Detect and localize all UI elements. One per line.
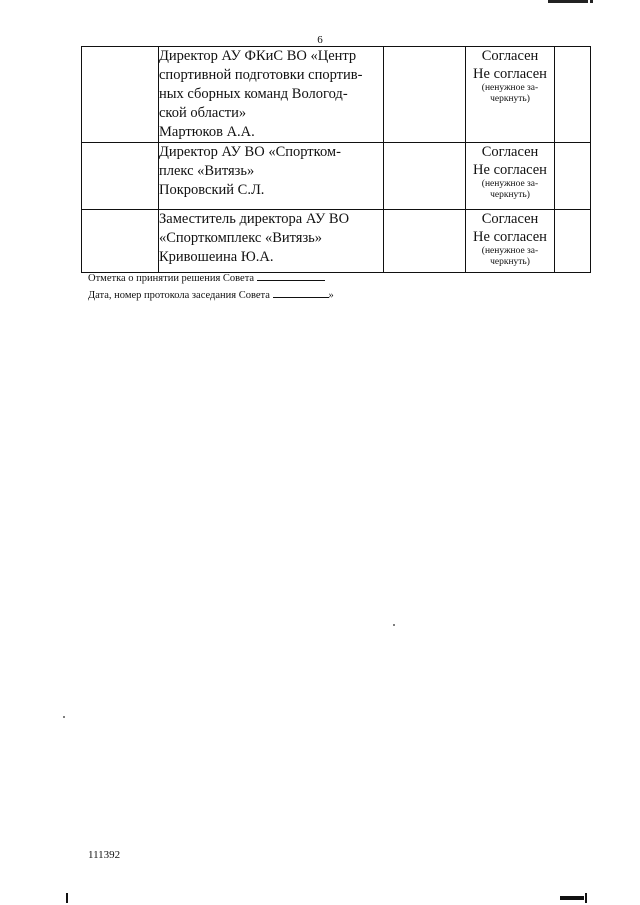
empty-cell xyxy=(555,210,591,273)
scan-mark xyxy=(66,893,68,903)
empty-cell xyxy=(82,143,159,210)
agree-option: Согласен xyxy=(481,144,539,160)
member-line: ных сборных команд Вологод- xyxy=(159,86,348,102)
decision-cell xyxy=(466,143,555,210)
protocol-line xyxy=(88,287,334,301)
member-name: Мартюков А.А. xyxy=(159,124,255,140)
protocol-blank xyxy=(273,287,329,298)
strike-note: (ненужное за- xyxy=(481,83,539,93)
member-line: «Спорткомплекс «Витязь» xyxy=(159,230,323,246)
member-line: Директор АУ ВО «Спортком- xyxy=(159,144,341,160)
disagree-option: Не согласен xyxy=(473,66,547,82)
scan-mark xyxy=(548,0,588,3)
table-row xyxy=(82,143,591,210)
member-line: ской области» xyxy=(159,105,247,121)
table-row xyxy=(82,210,591,273)
table-row xyxy=(82,47,591,143)
voting-table xyxy=(81,46,591,273)
member-cell xyxy=(159,47,384,143)
member-name: Кривошеина Ю.А. xyxy=(159,249,274,265)
barcode-mark xyxy=(560,896,584,900)
member-line: Директор АУ ФКиС ВО «Центр xyxy=(159,48,357,64)
agree-option: Согласен xyxy=(481,211,539,227)
disagree-option: Не согласен xyxy=(473,229,547,245)
scan-mark xyxy=(585,893,587,903)
decision-mark-line xyxy=(88,270,325,284)
protocol-close-quote: » xyxy=(328,290,334,301)
member-line: спортивной подготовки спортив- xyxy=(159,67,363,83)
decision-mark-label: Отметка о принятии решения Совета xyxy=(88,273,255,284)
member-cell xyxy=(159,210,384,273)
empty-cell xyxy=(82,210,159,273)
empty-cell xyxy=(555,47,591,143)
member-line: Заместитель директора АУ ВО xyxy=(159,211,350,227)
member-name: Покровский С.Л. xyxy=(159,182,265,198)
strike-note: черкнуть) xyxy=(490,94,530,104)
agree-option: Согласен xyxy=(481,48,539,64)
scan-mark xyxy=(590,0,593,3)
disagree-option: Не согласен xyxy=(473,162,547,178)
scan-speck xyxy=(63,716,65,718)
empty-cell xyxy=(82,47,159,143)
page-number: 6 xyxy=(317,34,323,46)
empty-cell xyxy=(555,143,591,210)
protocol-label: Дата, номер протокола заседания Совета xyxy=(88,290,270,301)
empty-cell xyxy=(384,143,466,210)
scan-speck xyxy=(393,624,395,626)
member-line: плекс «Витязь» xyxy=(159,163,255,179)
document-code: 111392 xyxy=(88,849,121,861)
strike-note: черкнуть) xyxy=(490,257,530,267)
decision-cell xyxy=(466,47,555,143)
decision-mark-blank xyxy=(257,270,325,281)
empty-cell xyxy=(384,210,466,273)
strike-note: (ненужное за- xyxy=(481,179,539,189)
strike-note: (ненужное за- xyxy=(481,246,539,256)
strike-note: черкнуть) xyxy=(490,190,530,200)
member-cell xyxy=(159,143,384,210)
empty-cell xyxy=(384,47,466,143)
decision-cell xyxy=(466,210,555,273)
